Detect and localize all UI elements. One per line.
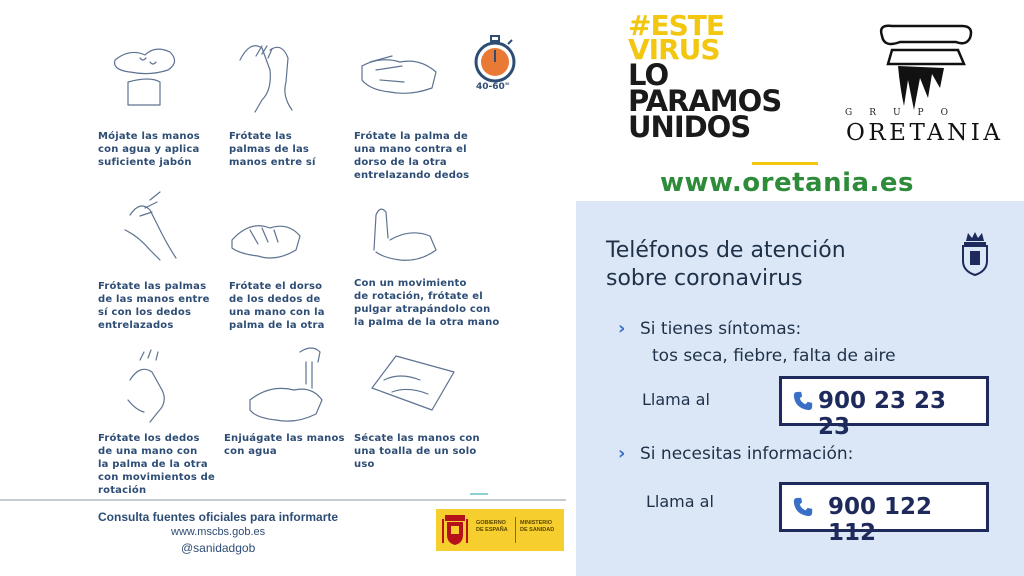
step-9-text: Sécate las manos con una toalla de un solo uso [354,433,480,470]
phone-number-1: 900 23 23 23 [818,388,947,440]
step-7-text: Frótate los dedos de una mano con la palma de la otra con movimientos de rotación [98,433,216,496]
interlaced-fingers-icon [125,192,176,260]
castilla-la-mancha-shield-icon [958,231,992,277]
step-1-text: Mójate las manos con agua y aplica suficiente jabón [98,131,200,168]
phone-icon [792,390,814,412]
spain-coat-of-arms-icon [442,513,468,547]
thumb-rotation-icon [374,209,436,260]
back-of-fingers-icon [232,226,300,258]
rub-palms-icon [240,46,292,112]
grupo-label: GRUPO [845,108,965,118]
call-label-2: Llama al [646,492,714,511]
dry-hands-towel-icon [372,356,454,410]
step-3-text: Frótate la palma de una mano contra el dorso de la otra entrelazando dedos [354,131,470,181]
call-label-1: Llama al [642,390,710,409]
oretania-capital-logo [870,18,980,118]
campaign-slogan: #ESTE VIRUS LO PARAMOS UNIDOS [628,9,782,144]
yellow-accent-bar [752,162,818,165]
timer-duration: 40-60" [476,82,510,92]
oretania-website-link[interactable]: www.oretania.es [660,168,915,198]
fingertips-in-palm-icon [128,350,164,422]
symptoms-detail: tos seca, fiebre, falta de aire [652,346,896,366]
gobierno-label: GOBIERNO DE ESPAÑA [476,520,508,533]
step-8-text: Enjuágate las manos con agua [224,433,345,457]
information-label: Si necesitas información: [640,444,854,464]
step-4-text: Frótate las palmas de las manos entre sí con los dedos entrelazados [98,281,210,331]
ministry-website-link[interactable]: www.mscbs.gob.es [171,526,266,538]
wet-hands-icon [115,49,175,105]
palm-over-back-icon [362,56,436,93]
logo-separator [515,517,516,543]
rinse-hands-icon [250,348,322,421]
phone-number-box-2[interactable] [779,482,989,546]
chevron-right-icon: › [618,318,626,339]
phone-icon [792,496,814,518]
step-5-text: Frótate el dorso de los dedos de una mano con la palma de la otra [229,281,325,331]
ministry-twitter-handle[interactable]: @sanidadgob [181,541,256,555]
panel-title: Teléfonos de atención sobre coronavirus [606,238,846,291]
symptoms-label: Si tienes síntomas: [640,319,802,339]
decorative-mark [470,493,488,495]
ministerio-label: MINISTERIO DE SANIDAD [520,520,555,533]
gobierno-espana-logo [436,509,564,551]
phone-number-2: 900 122 112 [828,494,933,546]
phone-info-panel [576,201,1024,576]
official-sources-text: Consulta fuentes oficiales para informarte [98,510,339,524]
phone-number-box-1[interactable] [779,376,989,440]
step-2-text: Frótate las palmas de las manos entre sí [229,131,316,168]
footer-divider [0,499,566,501]
oretania-brand-name: ORETANIA [846,120,1004,146]
chevron-right-icon: › [618,443,626,464]
step-6-text: Con un movimiento de rotación, frótate el pulgar atrapándolo con la palma de la otra mano [354,278,500,328]
